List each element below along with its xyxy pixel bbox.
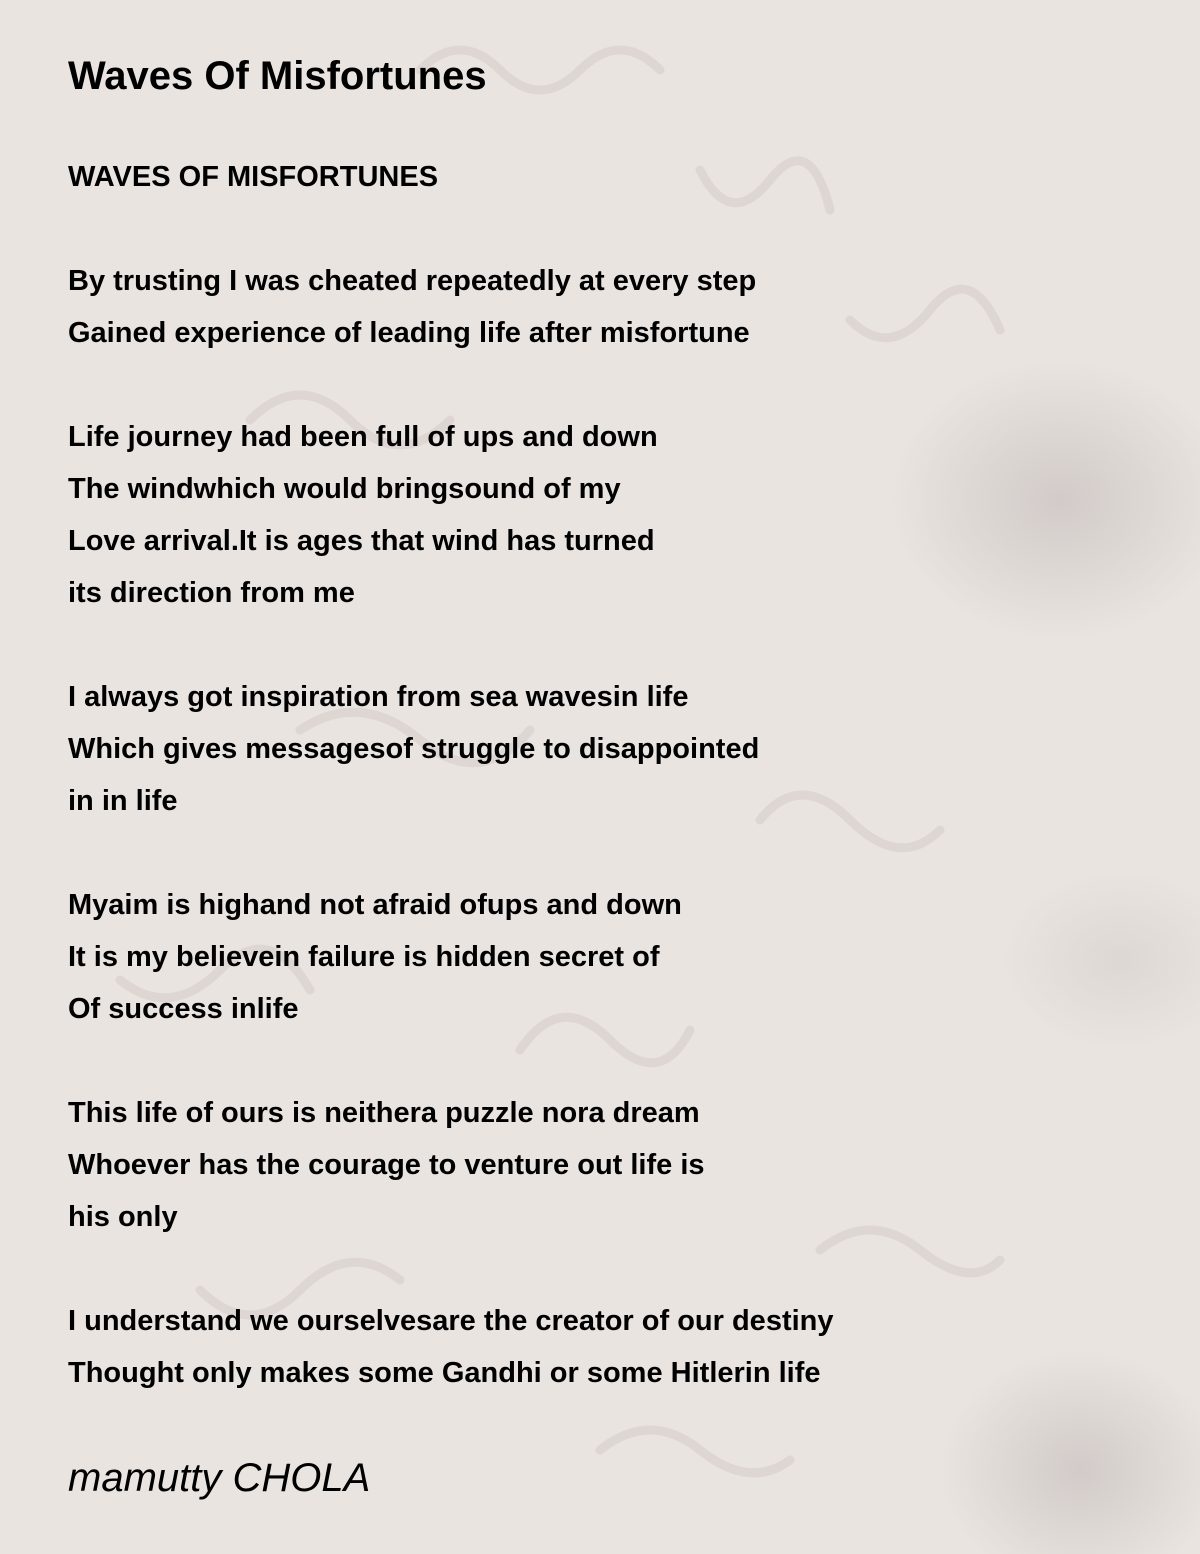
poem-line: in in life [68, 785, 178, 817]
stanza [68, 671, 1148, 827]
poem-author: mamutty CHOLA [68, 1456, 371, 1500]
stanza [68, 411, 1148, 619]
poem-line: The windwhich would bringsound of my [68, 473, 621, 505]
poem-line: its direction from me [68, 577, 355, 609]
poem-line: Myaim is highand not afraid ofups and down [68, 889, 682, 921]
poem-line: Love arrival.It is ages that wind has turned [68, 525, 655, 557]
poem-line: This life of ours is neithera puzzle nora dream [68, 1097, 700, 1129]
poem-line: It is my believein failure is hidden secret of [68, 941, 660, 973]
poem-title: Waves Of Misfortunes [68, 54, 487, 98]
stanza [68, 1087, 1148, 1243]
poem-body [68, 151, 1148, 1399]
poem-line: Which gives messagesof struggle to disappointed [68, 733, 760, 765]
poem-line: Gained experience of leading life after misfortune [68, 317, 750, 349]
poem-line: By trusting I was cheated repeatedly at every step [68, 265, 757, 297]
poem-line: Whoever has the courage to venture out life is [68, 1149, 705, 1181]
stanza [68, 879, 1148, 1035]
stanza [68, 1295, 1148, 1399]
poem-line: WAVES OF MISFORTUNES [68, 161, 439, 193]
poem-line: Thought only makes some Gandhi or some Hitlerin life [68, 1357, 821, 1389]
poem-line: Of success inlife [68, 993, 299, 1025]
poem-line: I always got inspiration from sea wavesin life [68, 681, 689, 713]
stanza [68, 151, 1148, 203]
poem-line: his only [68, 1201, 178, 1233]
stanza [68, 255, 1148, 359]
poem-line: I understand we ourselvesare the creator of our destiny [68, 1305, 834, 1337]
poem-line: Life journey had been full of ups and down [68, 421, 658, 453]
poem-page [68, 52, 1148, 1451]
